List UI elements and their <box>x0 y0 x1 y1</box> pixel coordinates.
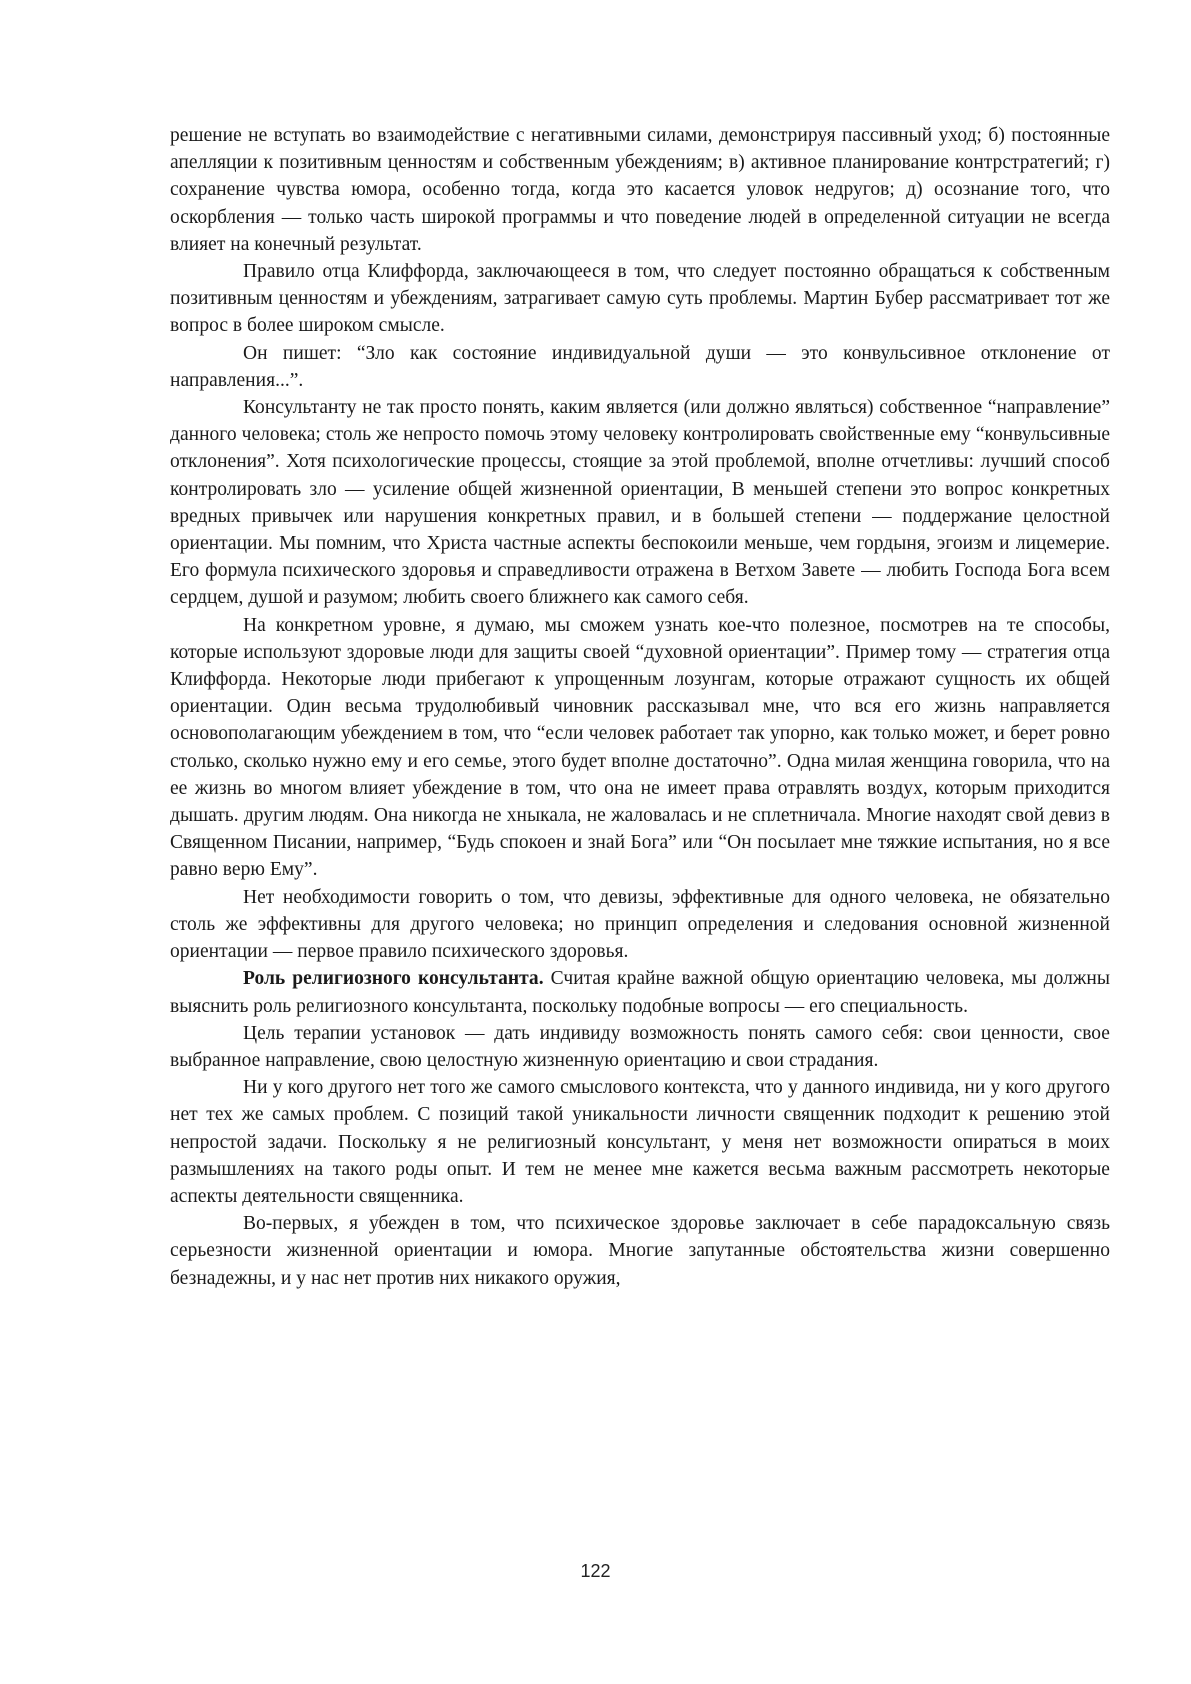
section-paragraph <box>170 965 1110 1019</box>
paragraph: решение не вступать во взаимодействие с негативными силами, демонстрируя пассивный уход; б) постоянные апелляции к позитивным ценностям и собственным убеждениям; в) активное планирование контрстратегий; г) сохранение чувства юмора, особенно тогда, когда это касается уловок недругов; д) осознание того, что оскорбления — только часть широкой программы и что поведение людей в определенной ситуации не всегда влияет на конечный результат. <box>170 125 1110 255</box>
paragraph: Он пишет: “Зло как состояние индивидуальной души — это конвульсивное отклонение от направления...”. <box>170 342 1110 391</box>
page-number: 122 <box>580 1561 611 1581</box>
paragraph: На конкретном уровне, я думаю, мы сможем узнать кое-что полезное, посмотрев на те способы, которые используют здоровые люди для защиты своей “духовной ориентации”. Пример тому — стратегия отца Клиффорда. Некоторые люди прибегают к упрощенным лозунгам, которые отражают сущность их общей ориентации. Один весьма трудолюбивый чиновник рассказывал мне, что вся его жизнь направляется основополагающим убеждением в том, что “если человек работает так упорно, как только может, и берет ровно столько, сколько нужно ему и его семье, этого будет вполне достаточно”. Одна милая женщина говорила, что на ее жизнь во многом влияет убеждение в том, что она не имеет права отравлять воздух, которым приходится дышать. другим людям. Она никогда не хныкала, не жаловалась и не сплетничала. Многие находят свой девиз в Священном Писании, например, “Будь спокоен и знай Бога” или “Он посылает мне тяжкие испытания, но я все равно верю Ему”. <box>170 614 1110 881</box>
paragraph: Во-первых, я убежден в том, что психическое здоровье заключает в себе парадоксальную связь серьезности жизненной ориентации и юмора. Многие запутанные обстоятельства жизни совершенно безнадежны, и у нас нет против них никакого оружия, <box>170 1213 1110 1289</box>
paragraph: Правило отца Клиффорда, заключающееся в том, что следует постоянно обращаться к собственным позитивным ценностям и убеждениям, затрагивает самую суть проблемы. Мартин Бубер рассматривает тот же вопрос в более широком смысле. <box>170 261 1110 337</box>
paragraph: Нет необходимости говорить о том, что девизы, эффективные для одного человека, не обязательно столь же эффективны для другого человека; но принцип определения и следования основной жизненной ориентации — первое правило психического здоровья. <box>170 886 1110 963</box>
paragraph: Цель терапии установок — дать индивиду возможность понять самого себя: свои ценности, свое выбранное направление, свою целостную жизненную ориентацию и свои страдания. <box>170 1022 1110 1071</box>
paragraph-text: Считая крайне важной общую ориентацию человека, мы должны выяснить роль религиозного консультанта, поскольку подобные вопросы — его специальность. <box>170 968 1110 1017</box>
page-body <box>170 122 1110 1292</box>
paragraph: Ни у кого другого нет того же самого смыслового контекста, что у данного индивида, ни у кого другого нет тех же самых проблем. С позиций такой уникальности личности священник подходит к решению этой непростой задачи. Поскольку я не религиозный консультант, у меня нет возможности опираться в моих размышлениях на такого роды опыт. И тем не менее мне кажется весьма важным рассмотреть некоторые аспекты деятельности священника. <box>170 1077 1110 1207</box>
section-heading: Роль религиозного консультанта. <box>243 968 544 990</box>
paragraph: Консультанту не так просто понять, каким является (или должно являться) собственное “направление” данного человека; столь же непросто помочь этому человеку контролировать свойственные ему “конвульсивные отклонения”. Хотя психологические процессы, стоящие за этой проблемой, вполне отчетливы: лучший способ контролировать зло — усиление общей жизненной ориентации, В меньшей степени это вопрос конкретных вредных привычек или нарушения конкретных правил, и в большей степени — поддержание целостной ориентации. Мы помним, что Христа частные аспекты беспокоили меньше, чем гордыня, эгоизм и лицемерие. Его формула психического здоровья и справедливости отражена в Ветхом Завете — любить Господа Бога всем сердцем, душой и разумом; любить своего ближнего как самого себя. <box>170 397 1110 609</box>
